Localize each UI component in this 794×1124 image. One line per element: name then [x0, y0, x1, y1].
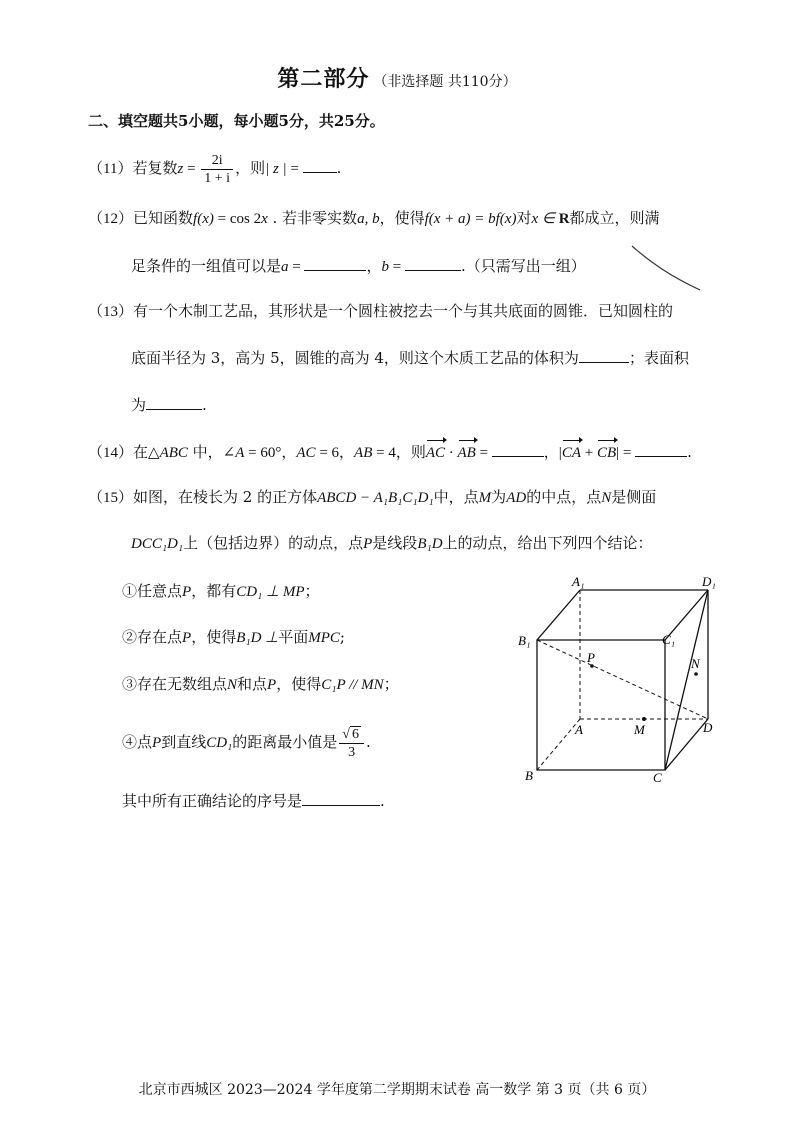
q15-text: 为 [491, 488, 507, 506]
segment-ad: AD [506, 490, 527, 506]
period: . [687, 443, 692, 461]
period: . [380, 792, 385, 810]
point-m-dot [642, 717, 646, 721]
var-z: z [177, 161, 184, 177]
edge-ab [537, 719, 580, 770]
q15-text: 上的动点，给出下列四个结论： [442, 534, 653, 552]
label-d: D [703, 720, 713, 735]
cube-figure [510, 570, 735, 790]
conclusion-text: ，使得 [276, 675, 322, 693]
q14-text: 中，∠ [187, 443, 236, 461]
q14-expr: = 60°， [244, 445, 297, 461]
label-d1: D₁ [702, 574, 716, 589]
sqrt-symbol: √ 6 [342, 726, 359, 742]
q15-text: 是侧面 [611, 488, 657, 506]
ask-text: 其中所有正确结论的序号是 [122, 792, 303, 810]
relation: C₁P // MN [321, 677, 384, 693]
section-subtitle: （非选择题 共110分） [373, 74, 517, 90]
label-m: M [634, 722, 645, 737]
q15-text: 如图，在棱长为 2 的正方体 [133, 488, 318, 506]
point-p: P [182, 584, 192, 600]
q12-text: 都成立，则满 [569, 209, 660, 227]
reals-symbol: R [558, 211, 570, 227]
label-a: A [575, 722, 583, 737]
question-number: （15） [88, 490, 134, 506]
edge-b1a1 [537, 590, 580, 640]
var-a: a [281, 259, 289, 275]
fraction-denominator: 1 + i [204, 170, 231, 186]
label-p: P [587, 650, 595, 665]
segment-b1d [537, 640, 708, 719]
q12-text: 对 [516, 209, 532, 227]
conclusion-text: 和点 [237, 675, 268, 693]
q13-text: 为 [131, 396, 147, 414]
q12-expr: = cos 2 [213, 211, 262, 227]
pencil-stroke [632, 246, 700, 290]
q12-text: ，使得 [379, 209, 425, 227]
point-p: P [267, 677, 277, 693]
conclusion-text: ①任意点 [122, 582, 183, 600]
label-c1: C₁ [662, 632, 676, 647]
face-dcc1d1: DCC₁D₁ [131, 536, 184, 552]
question-number: （12） [88, 211, 134, 227]
radicand: 6 [351, 726, 359, 742]
front-face [537, 640, 665, 770]
angle-a: A [235, 445, 245, 461]
conclusion-text: ②存在点 [122, 628, 183, 646]
q13-text: 有一个木制工艺品，其形状是一个圆柱被挖去一个与其共底面的圆锥．已知圆柱的 [133, 302, 674, 320]
point-p: P [182, 630, 192, 646]
q12-note: .（只需写出一组） [460, 257, 586, 275]
comma: ， [366, 257, 382, 275]
vector-ca: CA [562, 442, 581, 464]
segment-b1d: B₁D [417, 536, 443, 552]
q11-text: 若复数 [132, 159, 178, 177]
relation: CD₁ ⊥ MP [236, 584, 305, 600]
equals-sign: = [286, 161, 303, 177]
var-x: x [261, 211, 268, 227]
conclusion-text: ④点 [122, 733, 153, 751]
section-title-main: 第二部分 [277, 66, 370, 92]
modulus-z: | z | [265, 161, 287, 177]
q14-text: 在△ [133, 443, 160, 461]
q14-expr: | = [616, 445, 636, 461]
dot-op: · [445, 445, 458, 461]
semicolon: ； [304, 582, 320, 600]
label-b: B [525, 768, 533, 783]
var-b: b [381, 259, 389, 275]
question-number: （14） [88, 445, 134, 461]
triangle-name: ABC [159, 445, 188, 461]
function-f: f(x) [193, 211, 214, 227]
line-cd1: CD₁ [206, 735, 233, 751]
point-n-dot [694, 672, 698, 676]
question-number: （13） [88, 304, 134, 320]
conclusion-text: ③存在无数组点 [122, 675, 228, 693]
vars-a-b: a, b [357, 211, 380, 227]
x-in: x ∈ [531, 211, 559, 227]
plus-op: + [580, 445, 597, 461]
side-ac: AC [296, 445, 316, 461]
point-n: N [601, 490, 612, 506]
q12-equation: f(x + a) = bf(x) [424, 211, 517, 227]
semicolon: ; [339, 628, 345, 646]
point-n: N [227, 677, 238, 693]
conclusion-text: ，都有 [191, 582, 237, 600]
plane-mpc: MPC [308, 630, 340, 646]
q15-text: 中，点 [433, 488, 479, 506]
vector-ac: AC [426, 442, 445, 464]
q14-expr: ，| [543, 445, 562, 461]
q13-text: 底面半径为 3，高为 5，圆锥的高为 4，则这个木质工艺品的体积为 [131, 349, 579, 367]
point-p: P [363, 536, 373, 552]
vector-ab: AB [458, 442, 476, 464]
point-p: P [152, 735, 162, 751]
side-ab: AB [354, 445, 373, 461]
fraction-numerator: 2i [201, 152, 233, 170]
label-b1: B₁ [518, 633, 531, 648]
label-c: C [653, 770, 662, 785]
semicolon: ； [383, 675, 399, 693]
fraction-denominator: 3 [348, 744, 356, 760]
conclusion-text: 到直线 [161, 733, 207, 751]
cube-name: ABCD − A₁B₁C₁D₁ [317, 490, 434, 506]
relation: B₁D ⊥ [236, 630, 279, 646]
q12-text: 已知函数 [133, 209, 194, 227]
period: . [202, 396, 207, 414]
q14-expr: = 4，则 [372, 445, 426, 461]
period: . [365, 733, 371, 751]
point-m: M [478, 490, 492, 506]
conclusion-text: 的距离最小值是 [232, 733, 338, 751]
q15-text: 上（包括边界）的动点，点 [183, 534, 364, 552]
question-number: （11） [88, 161, 133, 177]
q12-text: . 若非零实数 [267, 209, 358, 227]
q11-text: ，则 [235, 159, 266, 177]
label-n: N [691, 656, 700, 671]
q14-expr: = 6， [315, 445, 355, 461]
q15-text: 是线段 [372, 534, 418, 552]
instructions: 二、填空题共5小题，每小题5分，共25分。 [88, 112, 385, 130]
segment-cd1 [665, 590, 708, 770]
q13-text: ；表面积 [628, 349, 689, 367]
period: . [336, 159, 342, 177]
equals-sign: = [475, 445, 492, 461]
equals-sign: = [183, 161, 200, 177]
conclusion-text: 平面 [278, 628, 309, 646]
equals-sign: = [389, 259, 405, 275]
equals-sign: = [288, 259, 305, 275]
vector-cb: CB [597, 442, 616, 464]
conclusion-text: ，使得 [191, 628, 237, 646]
q12-text: 足条件的一组值可以是 [131, 257, 282, 275]
page-footer: 北京市西城区 2023—2024 学年度第二学期期末试卷 高一数学 第 3 页（共 6 页） [138, 1082, 656, 1098]
label-a1: A₁ [572, 574, 585, 589]
q15-text: 的中点，点 [526, 488, 602, 506]
